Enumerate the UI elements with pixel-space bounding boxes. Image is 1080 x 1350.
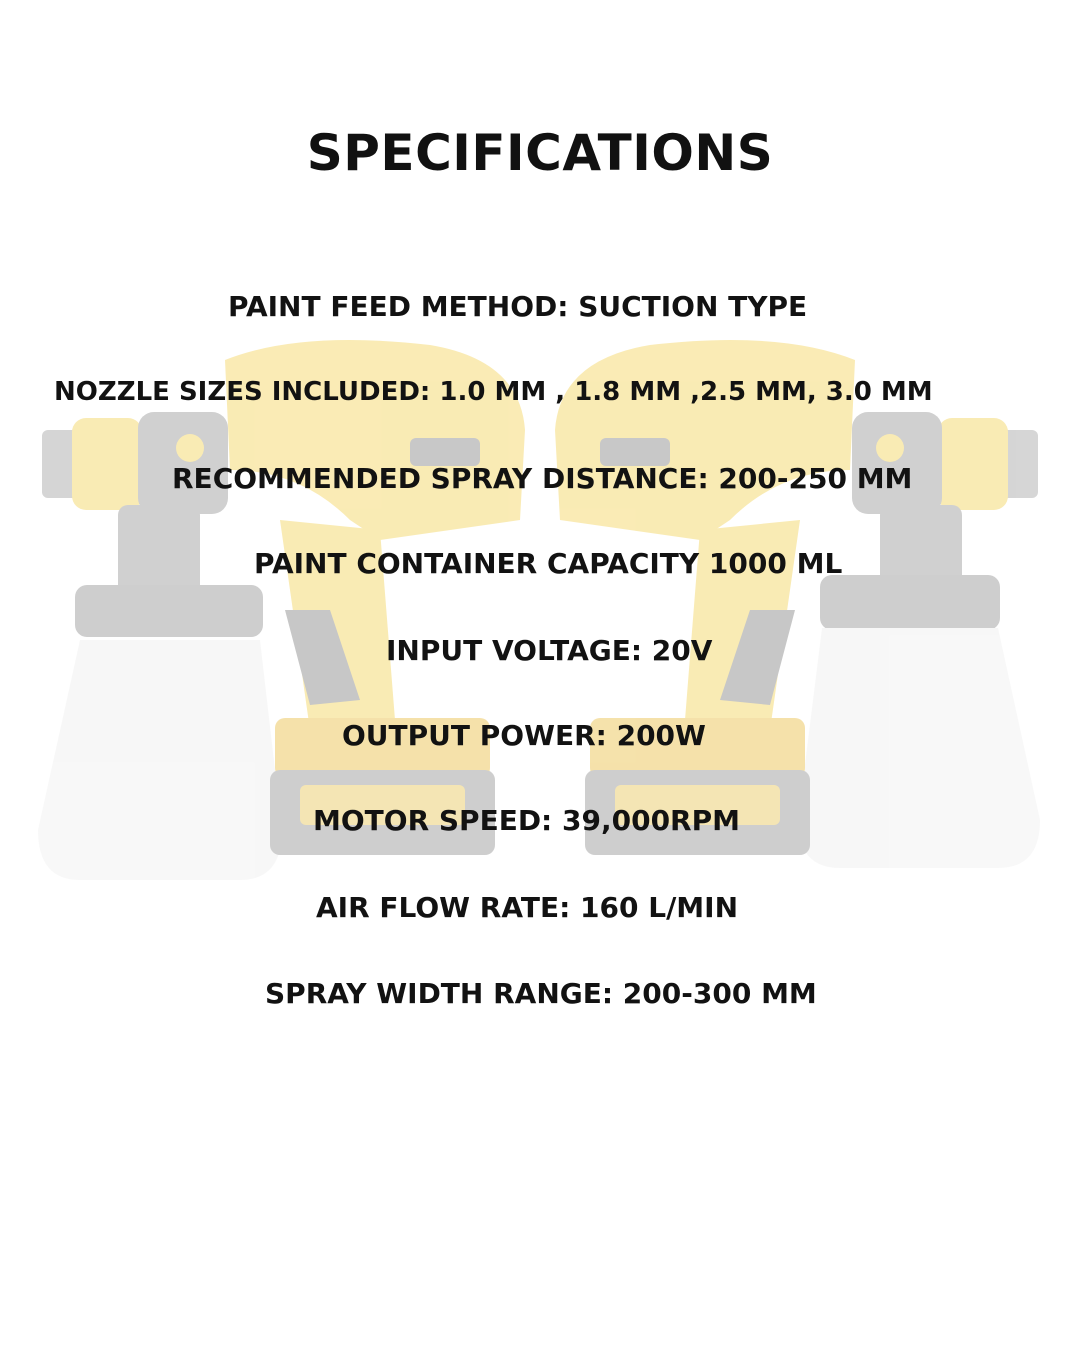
page-title: SPECIFICATIONS (306, 124, 774, 182)
spec-motor-speed: MOTOR SPEED: 39,000RPM (313, 804, 740, 837)
spec-spray-width: SPRAY WIDTH RANGE: 200-300 MM (265, 977, 817, 1010)
spec-input-voltage: INPUT VOLTAGE: 20V (386, 634, 713, 667)
spec-paint-feed-method: PAINT FEED METHOD: SUCTION TYPE (228, 290, 808, 323)
spec-nozzle-sizes: NOZZLE SIZES INCLUDED: 1.0 MM , 1.8 MM ,2.5 MM, 3.0 MM (54, 377, 933, 407)
spec-output-power: OUTPUT POWER: 200W (342, 719, 706, 752)
spec-spray-distance: RECOMMENDED SPRAY DISTANCE: 200-250 MM (172, 462, 913, 495)
spec-air-flow-rate: AIR FLOW RATE: 160 L/MIN (316, 891, 739, 924)
spec-container-capacity: PAINT CONTAINER CAPACITY 1000 ML (254, 547, 843, 580)
